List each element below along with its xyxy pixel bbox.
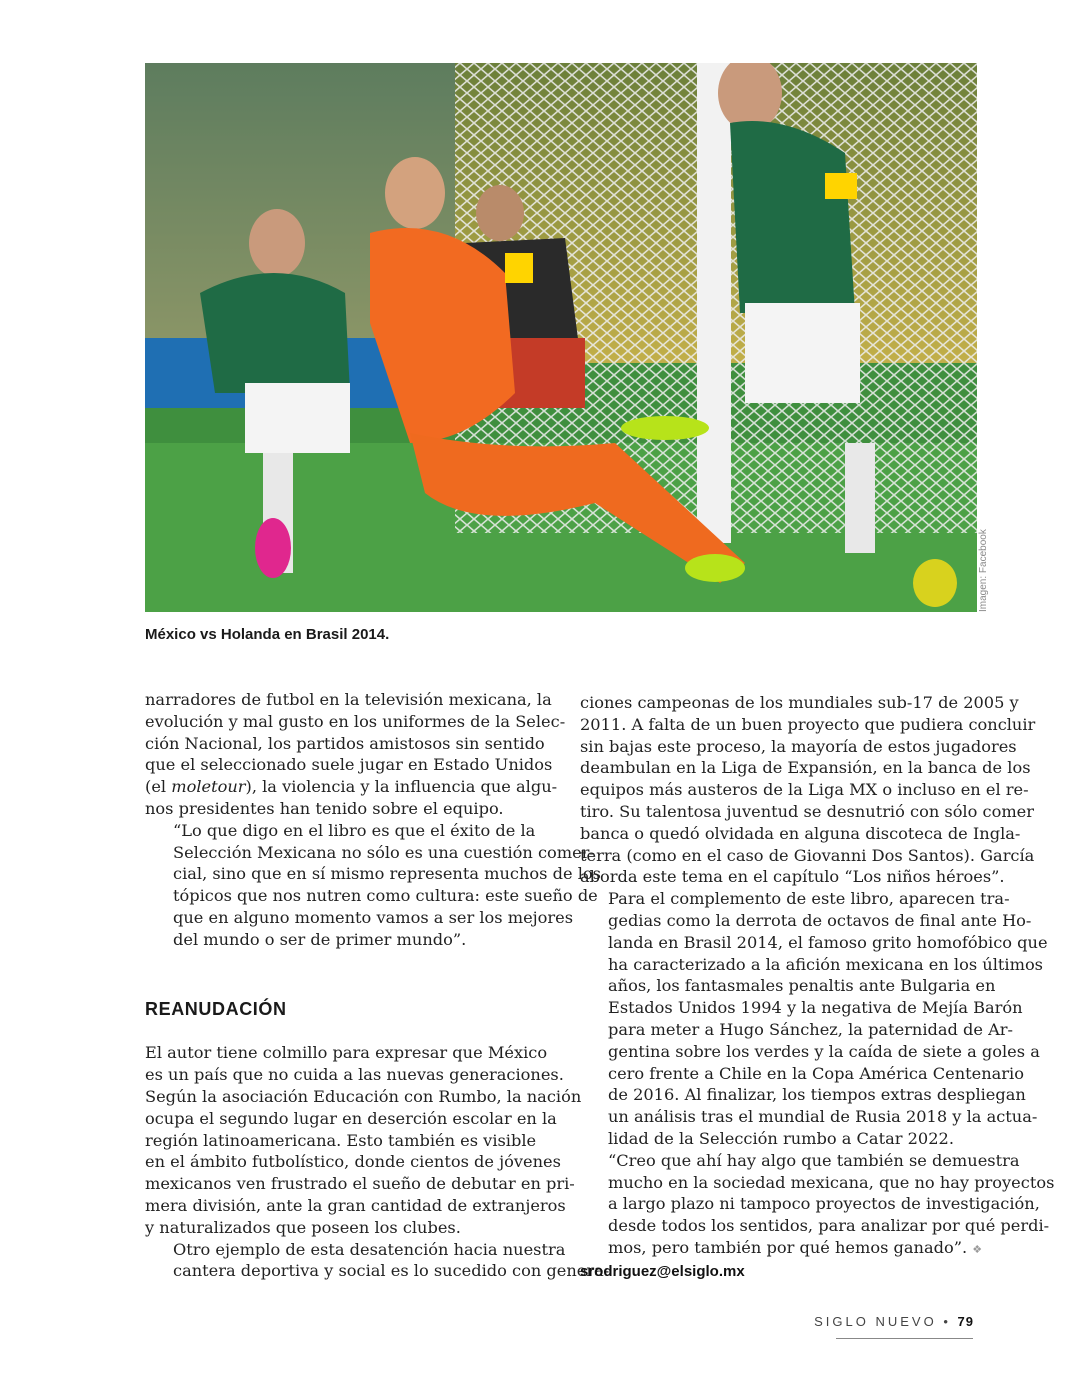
paragraph: narradores de futbol en la televisión mexicana, la evolución y mal gusto en los uniformes de la Selec- ción Nacional, los partidos amistosos sin sentido que el seleccionado suele jugar en Estado Unidos (el moletour), la violencia y la influencia que algu- nos presidentes han tenido sobre el equipo. <box>145 690 566 818</box>
paragraph: El autor tiene colmillo para expresar que México es un país que no cuida a las nuevas generaciones. Según la asociación Educación con Rumbo, la nación ocupa el segundo lugar en deserción escolar en la región latinoamericana. Esto también es visible en el ámbito futbolístico, donde cientos de jóvenes mexicanos ven frustrado el sueño de debutar en pri- mera división, ante la gran cantidad de extranjeros y naturalizados que poseen los clubes. <box>145 1043 582 1237</box>
footer-separator: • <box>943 1314 951 1329</box>
author-email[interactable]: srodriguez@elsiglo.mx <box>580 1262 745 1280</box>
paragraph: “Creo que ahí hay algo que también se demuestra mucho en la sociedad mexicana, que no hay proyectos a largo plazo ni tampoco proyectos de investigación, desde todos los sentidos, para analizar por qué perdi- mos, pero también por qué hemos ganado”. ❖ <box>608 1150 1055 1257</box>
end-mark-icon: ❖ <box>972 1242 983 1256</box>
page-footer <box>814 1314 974 1329</box>
paragraph: Para el complemento de este libro, aparecen tra- gedias como la derrota de octavos de final ante Ho- landa en Brasil 2014, el famoso grito homofóbico que ha caracterizado a la afición mexicana en los últimos años, los fantasmales penaltis ante Bulgaria en Estados Unidos 1994 y la negativa de Mejía Barón para meter a Hugo Sánchez, la paternidad de Ar- gentina sobre los verdes y la caída de siete a goles a cero frente a Chile en la Copa América Centenario de 2016. Al finalizar, los tiempos extras despliegan un análisis tras el mundial de Rusia 2018 y la actua- lidad de la Selección rumbo a Catar 2022. <box>608 889 1048 1148</box>
italic-term: moletour <box>171 777 246 797</box>
article-photo <box>145 63 977 612</box>
publication-name: SIGLO NUEVO <box>814 1314 937 1329</box>
article-column-right <box>580 692 1055 1283</box>
paragraph: Otro ejemplo de esta desatención hacia nuestra cantera deportiva y social es lo sucedido con genera- <box>173 1239 610 1281</box>
paragraph: “Lo que digo en el libro es que el éxito de la Selección Mexicana no sólo es una cuestión comer- cial, sino que en sí mismo representa muchos de los tópicos que nos nutren como cultura: este sueño de que en alguno momento vamos a ser los mejores del mundo o ser de primer mundo”. <box>173 820 601 949</box>
page-number: 79 <box>957 1314 974 1329</box>
paragraph: ciones campeonas de los mundiales sub-17 de 2005 y 2011. A falta de un buen proyecto que pudiera concluir sin bajas este proceso, la mayoría de estos jugadores deambulan en la Liga de Expansión, en la banca de los equipos más austeros de la Liga MX o incluso en el re- tiro. Su talentosa juventud se desnutrió con sólo comer banca o quedó olvidada en alguna discoteca de Ingla- terra (como en el caso de Giovanni Dos Santos). García aborda este tema en el capítulo “Los niños héroes”. <box>580 693 1036 887</box>
article-column-left <box>145 689 610 1282</box>
section-heading: REANUDACIÓN <box>145 998 287 1019</box>
photo-caption: México vs Holanda en Brasil 2014. <box>145 626 390 643</box>
footer-rule <box>836 1338 973 1339</box>
photo-illustration <box>145 63 977 612</box>
photo-credit: Imagen: Facebook <box>978 529 989 612</box>
